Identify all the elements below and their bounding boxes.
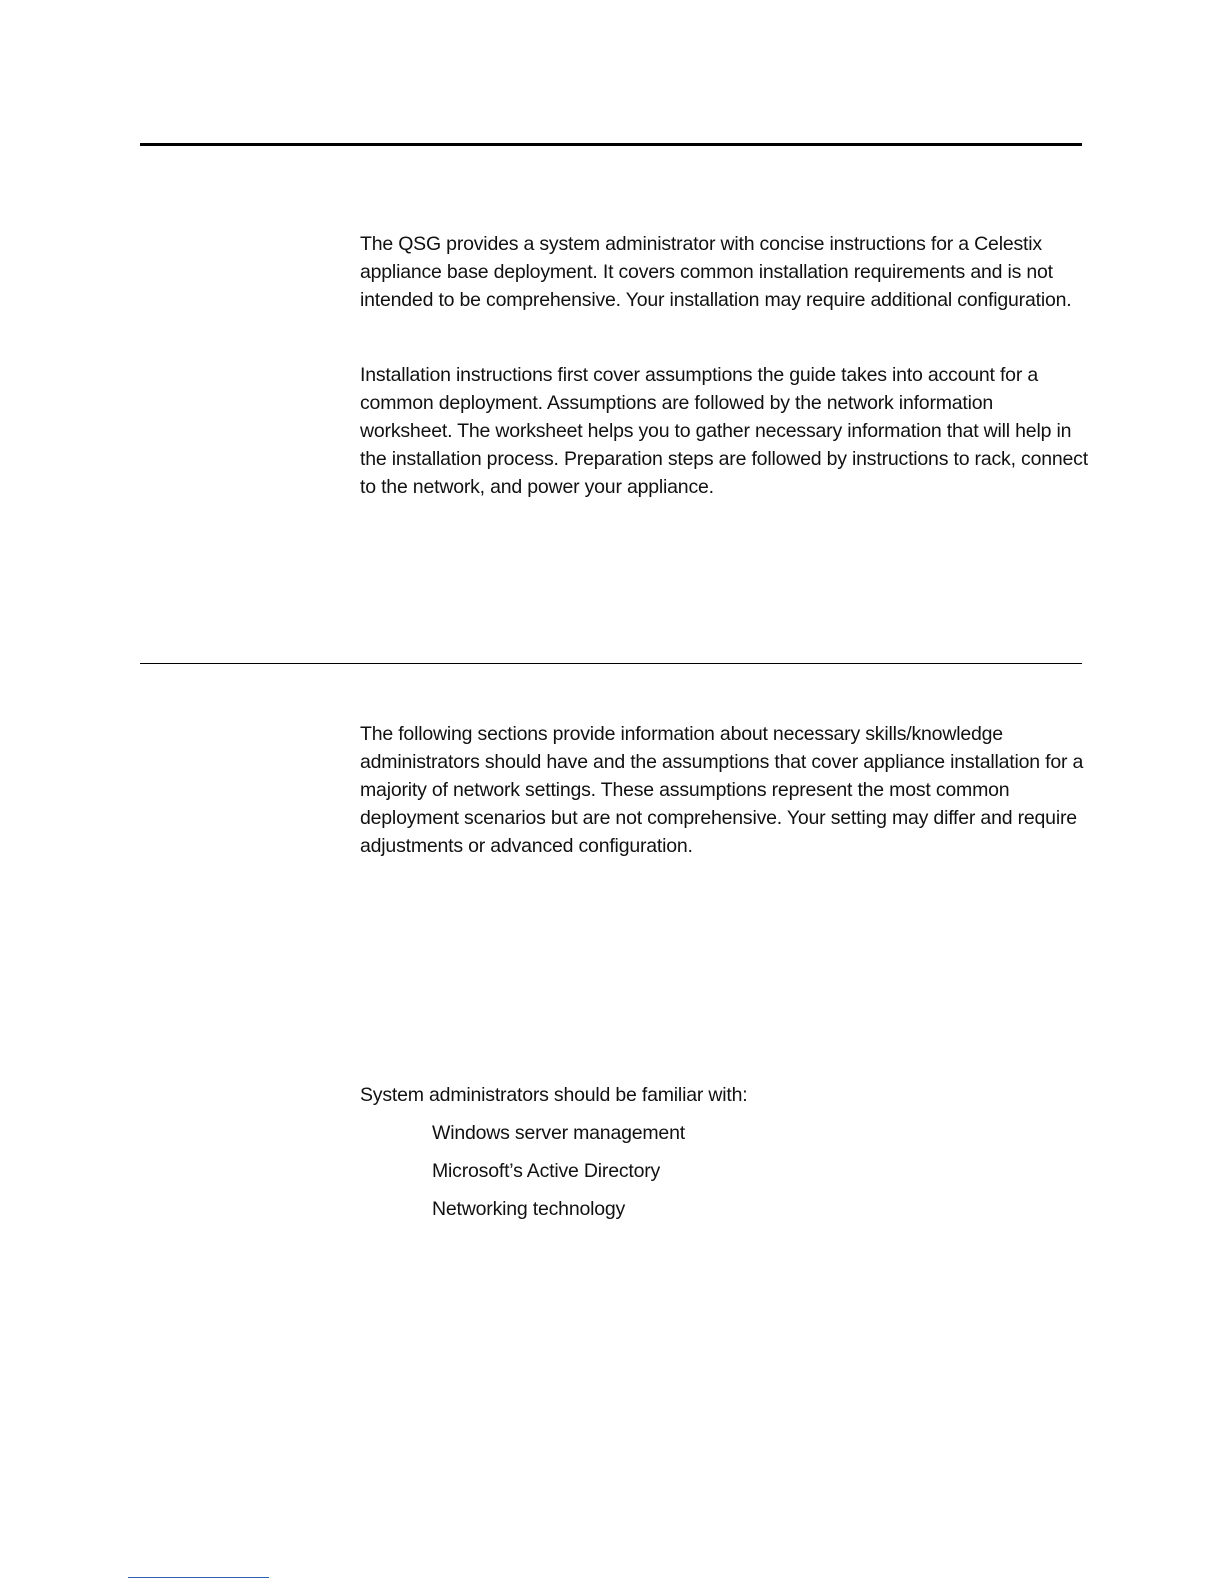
section-divider-middle [140, 663, 1082, 664]
skills-list-item: Networking technology [432, 1198, 626, 1220]
footnote-separator [128, 1577, 269, 1578]
skills-intro: System administrators should be familiar with: [360, 1084, 748, 1106]
overview-paragraph-1: The QSG provides a system administrator with concise instructions for a Celestix appliance base deployment. It covers common installation requirements and is not intended to be comprehensive. Your installation may require additional configuration. [360, 233, 1072, 311]
skills-list-item: Windows server management [432, 1122, 685, 1144]
skills-list [432, 1119, 685, 1233]
assumptions-paragraph: The following sections provide information about necessary skills/knowledge administrators should have and the assumptions that cover appliance installation for a majority of network settings. These assumptions represent the most common deployment scenarios but are not comprehensive. Your setting may differ and require adjustments or advanced configuration. [360, 723, 1084, 857]
section-divider-top [140, 143, 1082, 146]
overview-paragraph-2: Installation instructions first cover assumptions the guide takes into account for a common deployment. Assumptions are followed by the network information worksheet. The worksheet helps you to gather necessary information that will help in the installation process. Preparation steps are followed by instructions to rack, connect to the network, and power your appliance. [360, 364, 1088, 498]
skills-list-item: Microsoft’s Active Directory [432, 1160, 661, 1182]
